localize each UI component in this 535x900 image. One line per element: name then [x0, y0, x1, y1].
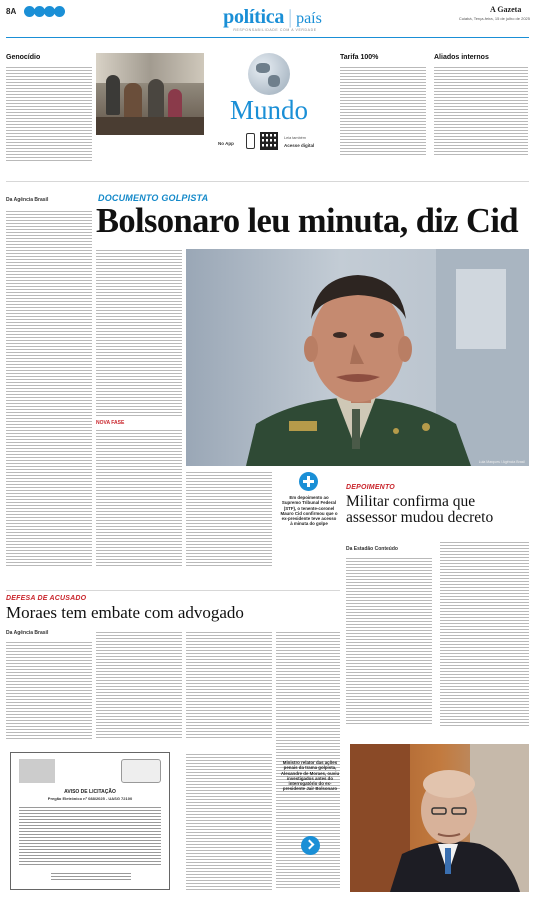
- notice-seal-icon: [121, 759, 161, 783]
- brief-title-middle: Tarifa 100%: [340, 54, 379, 61]
- lead-byline: Da Agência Brasil: [6, 197, 49, 203]
- lead-subhead: NOVA FASE: [96, 420, 125, 426]
- moraes-photo: [350, 744, 529, 892]
- third-text-col-3: [186, 630, 272, 740]
- second-text-col-1: [346, 556, 432, 726]
- page-dots-icon: [24, 6, 64, 18]
- qr-code-icon[interactable]: [260, 132, 278, 150]
- lead-text-col-2b: [96, 428, 182, 566]
- notice-body: [19, 805, 161, 865]
- lead-kicker: DOCUMENTO GOLPISTA: [98, 193, 209, 203]
- third-divider: [6, 590, 340, 591]
- lead-headline: Bolsonaro leu minuta, diz Cid: [96, 202, 518, 240]
- brief-photo: [96, 53, 204, 135]
- qr-caption-2: Acesse digital: [284, 143, 315, 148]
- subsection-name: país: [296, 10, 322, 27]
- lead-photo: [186, 249, 529, 466]
- brief-title-left: Genocídio: [6, 54, 41, 61]
- lead-text-col-2a: [96, 248, 182, 416]
- header-rule: [6, 37, 529, 38]
- second-headline: Militar confirma que assessor mudou decreto: [346, 493, 494, 526]
- app-label: No App: [218, 141, 234, 146]
- third-byline: Da Agência Brasil: [6, 630, 49, 636]
- second-kicker: DEPOIMENTO: [346, 484, 395, 491]
- brief-text-left: [6, 65, 92, 161]
- third-text-col-2: [96, 630, 182, 740]
- section-title: política | país: [223, 6, 322, 28]
- legal-notice: [10, 752, 170, 890]
- third-headline: Moraes tem embate com advogado: [6, 603, 244, 622]
- section-name: política: [223, 6, 285, 28]
- notice-logo: [19, 759, 55, 783]
- second-byline: Da Estadão Conteúdo: [346, 546, 398, 552]
- pullquote-1: [280, 470, 338, 570]
- briefs-divider: [6, 181, 529, 182]
- notice-signature: [51, 871, 131, 881]
- section-tagline: RESPONSABILIDADE COM A VERDADE: [233, 28, 317, 32]
- qr-caption-1: Leia também: [284, 136, 306, 140]
- lead-text-col-3: [186, 470, 272, 566]
- third-text-col-5: [186, 752, 272, 890]
- mundo-box: [210, 51, 328, 161]
- briefs-row: [0, 48, 535, 183]
- plus-icon[interactable]: [299, 472, 318, 491]
- pullquote-2-text: Ministro relator das ações penais da trama golpista, Alexandre de Moraes, ouviu investigados antes do interrogatório do ex-presidente Jair Bolsonaro: [280, 760, 340, 792]
- third-text-col-1: [6, 640, 92, 740]
- pullquote-1-text: Em depoimento ao Supremo Tribunal Federal (STF), o tenente-coronel Mauro Cid confirmou que o ex-presidente teve acesso à minuta do golpe: [280, 495, 338, 527]
- lead-text-col-1: [6, 209, 92, 566]
- brief-text-middle: [340, 65, 426, 157]
- second-text-col-2: [440, 540, 529, 726]
- chevron-right-icon[interactable]: [301, 836, 320, 855]
- brand-logo: A Gazeta: [490, 5, 522, 14]
- dateline: Cuiabá, Terça-feira, 15 de julho de 2025: [458, 16, 530, 21]
- masthead: [0, 0, 535, 38]
- phone-icon: [246, 133, 255, 149]
- notice-heading: AVISO DE LICITAÇÃO: [64, 789, 116, 795]
- brief-text-right: [434, 65, 528, 157]
- notice-subheading: Pregão Eletrônico nº 088/2025 - UASG 72100: [47, 796, 133, 801]
- brief-title-right: Aliados internos: [434, 54, 489, 61]
- photo-credit: Lula Marques / Agência Brasil: [478, 460, 525, 464]
- mundo-title: Mundo: [229, 95, 308, 125]
- globe-icon: [248, 53, 290, 95]
- pullquote-2: [280, 760, 340, 890]
- third-kicker: DEFESA DE ACUSADO: [6, 595, 87, 602]
- page-number: 8A: [6, 7, 17, 16]
